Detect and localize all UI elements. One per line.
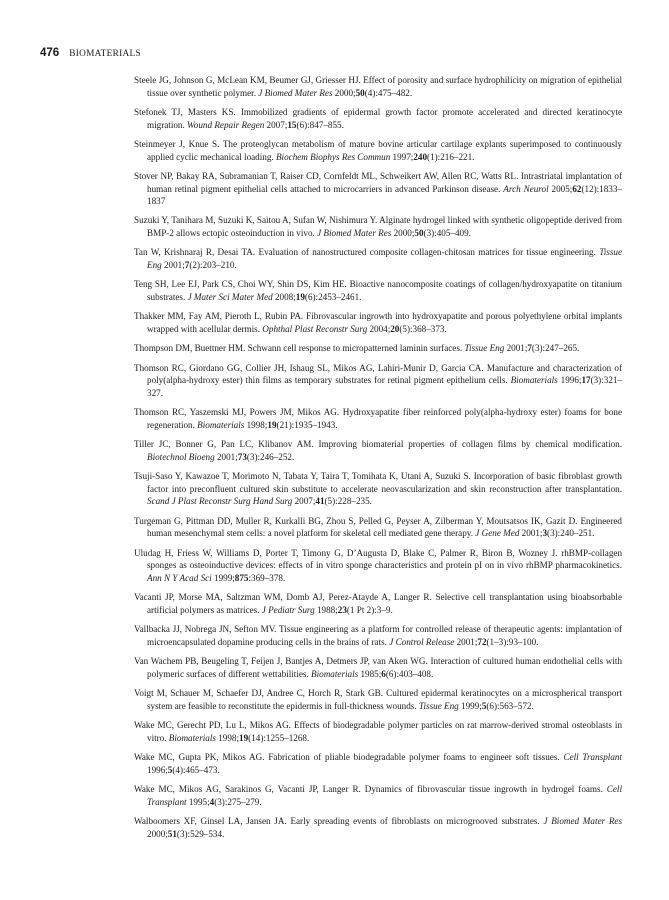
reference-year: 1999; (461, 700, 482, 711)
page-number: 476 (40, 47, 60, 59)
reference-volume: 50 (355, 87, 365, 98)
reference-year: 2001; (521, 528, 543, 539)
reference-entry (134, 623, 622, 648)
reference-title: Evaluation of nanostructured composite collagen-chitosan matrices for tissue engineering. (258, 247, 596, 258)
reference-authors: Wake MC, Mikos AG, Sarakinos G, Vacanti JP, Langer R. (134, 784, 361, 795)
reference-volume: 50 (414, 228, 424, 239)
reference-authors: Uludag H, Friess W, Williams D, Porter T, Timony G, D’Augusta D, Blake C, Palmer R, Biron B, Wozney J. (134, 547, 558, 558)
reference-journal: Cell Transplant (147, 784, 623, 807)
reference-journal: Biotechnol Bioeng (147, 451, 215, 462)
reference-title: The proteoglycan metabolism of mature bovine articular cartilage explants superimposed to continuously applied cyclic mechanical loading. (147, 138, 623, 162)
reference-pages: (4):465–473. (172, 764, 220, 775)
reference-authors: Steinmeyer J, Knue S. (134, 138, 220, 149)
reference-year: 2001; (163, 260, 185, 271)
reference-journal: Arch Neurol (503, 183, 549, 194)
running-header (40, 47, 141, 61)
reference-pages: (6):847–855. (296, 119, 344, 130)
reference-volume: 240 (413, 151, 428, 162)
reference-journal: J Biomed Mater Res (317, 228, 392, 239)
reference-title: Effects of biodegradable polymer particles on rat marrow-derived stromal osteoblasts in vitro. (147, 720, 623, 743)
reference-journal: Tissue Eng (464, 343, 505, 354)
reference-entry (134, 278, 622, 303)
reference-journal: Biochem Biophys Res Commun (275, 151, 391, 162)
reference-pages: (3):529–534. (176, 828, 225, 839)
reference-title: Engineered human mesenchymal stem cells: a novel platform for skeletal cell mediated gene therapy. (147, 515, 622, 539)
reference-entry (134, 719, 622, 744)
reference-journal: Biomaterials (168, 732, 216, 743)
reference-title: Dynamics of fibrovascular tissue ingrowth in hydrogel foams. (364, 784, 603, 795)
reference-journal: Biomaterials (311, 668, 359, 679)
reference-volume: 41 (315, 496, 325, 507)
reference-authors: Tan W, Krishnaraj R, Desai TA. (134, 247, 256, 258)
reference-volume: 5 (481, 700, 487, 711)
reference-entry (134, 342, 622, 355)
reference-authors: Thompson DM, Buettner HM. (134, 343, 246, 354)
reference-title: Incorporation of basic fibroblast growth factor into preconfluent cultured skin substitute to accelerate neovascularization and skin reconstruction after transplantation. (147, 471, 622, 494)
reference-pages: (5):228–235. (324, 496, 372, 507)
reference-entry (134, 591, 622, 616)
reference-authors: Vallbacka JJ, Nobrega JN, Sefton MV. (134, 624, 277, 635)
reference-year: 2004; (369, 323, 391, 334)
reference-pages: (1 Pt 2):3–9. (346, 604, 393, 615)
reference-year: 2000; (147, 828, 168, 839)
reference-authors: Voigt M, Schauer M, Schaefer DJ, Andree C, Horch R, Stark GB. (134, 688, 383, 699)
reference-journal: Tissue Eng (418, 700, 459, 711)
reference-journal: J Biomed Mater Res (543, 816, 622, 827)
reference-entry (134, 470, 622, 508)
reference-year: 1997; (392, 151, 414, 162)
reference-volume: 19 (239, 732, 249, 743)
reference-pages: :369–378. (248, 572, 286, 583)
reference-volume: 17 (581, 375, 591, 386)
reference-pages: (14):1255–1268. (248, 732, 310, 743)
reference-year: 1996; (560, 375, 582, 386)
reference-entry (134, 74, 622, 99)
reference-volume: 73 (237, 451, 247, 462)
reference-title: Selective cell transplantation using bioabsorbable artificial polymers as matrices. (147, 592, 623, 615)
reference-authors: Stover NP, Bakay RA, Subramanian T, Raiser CD, Cornfeldt ML, Schweikert AW, Allen RC, Watts RL. (134, 170, 519, 181)
reference-journal: J Pediatr Surg (261, 604, 315, 615)
reference-year: 2001; (216, 451, 238, 462)
reference-title: Cultured epidermal keratinocytes on a microspherical transport system are feasible to reconstitute the epidermis in full-thickness wounds. (147, 688, 623, 711)
reference-entry (134, 138, 622, 163)
reference-authors: Steele JG, Johnson G, McLean KM, Beumer GJ, Griesser HJ. (134, 75, 361, 85)
reference-journal: Ann N Y Acad Sci (147, 572, 212, 583)
reference-title: Fabrication of pliable biodegradable polymer foams to engineer soft tissues. (268, 752, 560, 763)
reference-authors: Walboomers XF, Ginsel LA, Jansen JA. (134, 816, 287, 827)
reference-pages: (6):2453–2461. (304, 292, 362, 302)
reference-pages: (3):321–327. (147, 375, 623, 398)
reference-entry (134, 515, 622, 540)
reference-authors: Stefonek TJ, Masters KS. (134, 106, 236, 117)
reference-entry (134, 214, 622, 239)
reference-year: 1996; (147, 764, 168, 775)
reference-authors: Van Wachem PB, Beugeling T, Feijen J, Bantjes A, Detmers JP, van Aken WG. (134, 656, 428, 667)
reference-journal: Tissue Eng (147, 247, 623, 271)
reference-year: 1998; (246, 419, 268, 430)
reference-pages: (3):247–265. (531, 343, 580, 354)
reference-authors: Teng SH, Lee EJ, Park CS, Choi WY, Shin DS, Kim HE. (134, 279, 347, 290)
reference-journal: J Control Release (389, 636, 455, 647)
reference-year: 1988; (316, 604, 338, 615)
reference-pages: (1–3):93–100. (486, 636, 539, 647)
reference-year: 2001; (506, 343, 528, 354)
reference-authors: Thomson RC, Giordano GG, Collier JH, Ishaug SL, Mikos AG, Lahiri-Munir D, Garcia CA. (134, 362, 484, 373)
reference-pages: (12):1833–1837 (147, 183, 622, 207)
reference-authors: Wake MC, Gerecht PD, Lu L, Mikos AG. (134, 720, 291, 731)
reference-authors: Turgeman G, Pittman DD, Muller R, Kurkalli BG, Zhou S, Pelled G, Peyser A, Zilberman Y, Moutsatsos IK, Gazit D. (134, 515, 578, 526)
reference-volume: 23 (337, 604, 347, 615)
reference-entry (134, 751, 622, 776)
reference-title: Manufacture and characterization of poly(alpha-hydroxy ester) thin films as temporary substrates for retinal pigment epithelium cells. (147, 362, 622, 386)
reference-volume: 19 (295, 292, 305, 302)
reference-entry (134, 170, 622, 208)
reference-title: Effect of porosity and surface hydrophilicity on migration of epithelial tissue over synthetic polymer. (147, 75, 622, 98)
reference-year: 2001; (456, 636, 478, 647)
reference-year: 1995; (188, 796, 210, 807)
reference-title: Improving biomaterial properties of collagen films by chemical modification. (318, 439, 623, 450)
reference-title: Bioactive nanocomposite coatings of collagen/hydroxyapatite on titanium substrates. (147, 279, 623, 302)
reference-volume: 51 (167, 828, 177, 839)
reference-pages: (2):203–210. (189, 260, 237, 271)
reference-pages: (21):1935–1943. (276, 419, 338, 430)
running-title: BIOMATERIALS (69, 49, 141, 59)
reference-authors: Tiller JC, Bonner G, Pan LC, Klibanov AM. (134, 439, 314, 450)
reference-pages: (3):240–251. (547, 528, 595, 539)
reference-entry (134, 406, 622, 431)
reference-pages: (4):475–482. (364, 87, 413, 98)
reference-pages: (1):216–221. (427, 151, 475, 162)
reference-list (134, 74, 622, 847)
reference-volume: 3 (542, 528, 548, 539)
reference-pages: (3):246–252. (246, 451, 295, 462)
reference-authors: Suzuki Y, Tanihara M, Suzuki K, Saitou A, Sufan W, Nishimura Y. (134, 215, 378, 226)
reference-title: Early spreading events of fibroblasts on microgrooved substrates. (290, 816, 540, 827)
reference-authors: Thomson RC, Yaszemski MJ, Powers JM, Mikos AG. (134, 407, 340, 418)
reference-title: Immobilized gradients of epidermal growth factor promote accelerated and directed keratinocyte migration. (147, 106, 623, 130)
reference-title: Interaction of cultured human endothelial cells with polymeric surfaces of different wettabilities. (147, 656, 623, 679)
reference-entry (134, 438, 622, 463)
reference-year: 1999; (214, 572, 235, 583)
reference-year: 1998; (218, 732, 240, 743)
reference-journal: Ophthal Plast Reconstr Surg (262, 323, 368, 334)
reference-entry (134, 783, 622, 808)
reference-entry (134, 815, 622, 840)
reference-entry (134, 310, 622, 335)
reference-title: Hydroxyapatite fiber reinforced poly(alpha-hydroxy ester) foams for bone regeneration. (147, 407, 623, 430)
reference-volume: 5 (167, 764, 173, 775)
reference-year: 2007; (294, 496, 316, 507)
reference-authors: Tsuji-Saso Y, Kawazoe T, Morimoto N, Tabata Y, Taira T, Tomihata K, Utani A, Suzuki S. (134, 471, 471, 482)
reference-entry (134, 547, 622, 585)
reference-volume: 15 (287, 119, 297, 130)
reference-volume: 72 (477, 636, 487, 647)
reference-year: 2005; (551, 183, 573, 194)
reference-title: rhBMP-collagen sponges as osteoinductive devices: effects of in vitro sponge characteristics and protein pI on in vivo rhBMP pharmacokinetics. (147, 547, 623, 571)
reference-year: 2000; (334, 87, 356, 98)
reference-journal: J Gene Med (475, 528, 520, 539)
reference-authors: Vacanti JP, Morse MA, Saltzman WM, Domb AJ, Perez-Atayde A, Langer R. (134, 592, 432, 603)
reference-title: Intrastriatal implantation of human retinal pigment epithelial cells attached to microcarriers in advanced Parkinson disease. (147, 170, 622, 194)
reference-authors: Thakker MM, Fay AM, Pieroth L, Rubin PA. (134, 311, 304, 322)
reference-volume: 4 (209, 796, 215, 807)
reference-title: Fibrovascular ingrowth into hydroxyapatite and porous polyethylene orbital implants wrapped with acellular dermis. (147, 311, 623, 334)
reference-pages: (5):368–373. (399, 323, 447, 334)
reference-volume: 7 (527, 343, 532, 354)
reference-volume: 875 (234, 572, 249, 583)
reference-journal: Cell Transplant (563, 752, 622, 763)
reference-entry (134, 655, 622, 680)
reference-volume: 20 (390, 323, 400, 334)
reference-year: 2008; (274, 292, 296, 302)
reference-year: 2000; (393, 228, 415, 239)
reference-journal: Wound Repair Regen (187, 119, 265, 130)
reference-journal: J Biomed Mater Res (258, 87, 333, 98)
reference-volume: 7 (184, 260, 190, 271)
reference-entry (134, 362, 622, 400)
reference-title: Schwann cell response to micropatterned laminin surfaces. (247, 343, 463, 354)
reference-journal: J Mater Sci Mater Med (187, 292, 273, 302)
reference-journal: Biomaterials (197, 419, 245, 430)
reference-pages: (3):275–279. (214, 796, 262, 807)
reference-year: 2007; (266, 119, 288, 130)
reference-journal: Biomaterials (510, 375, 558, 386)
reference-title: Tissue engineering as a platform for controlled release of therapeutic agents: implantation of microencapsulated dopamine producing cells in the brains of rats. (147, 624, 623, 647)
reference-entry (134, 687, 622, 712)
reference-pages: (6):563–572. (486, 700, 534, 711)
reference-volume: 6 (381, 668, 386, 679)
reference-authors: Wake MC, Gupta PK, Mikos AG. (134, 752, 265, 763)
reference-entry (134, 246, 622, 271)
reference-entry (134, 106, 622, 131)
reference-journal: Scand J Plast Reconstr Surg Hand Surg (147, 496, 293, 507)
reference-title: Alginate hydrogel linked with synthetic oligopeptide derived from BMP-2 allows ectopic osteoinduction in vivo. (147, 215, 622, 239)
reference-pages: (3):405–409. (423, 228, 471, 239)
reference-volume: 62 (572, 183, 582, 194)
reference-year: 1985; (360, 668, 382, 679)
reference-volume: 19 (267, 419, 277, 430)
reference-pages: (6):403–408. (385, 668, 434, 679)
